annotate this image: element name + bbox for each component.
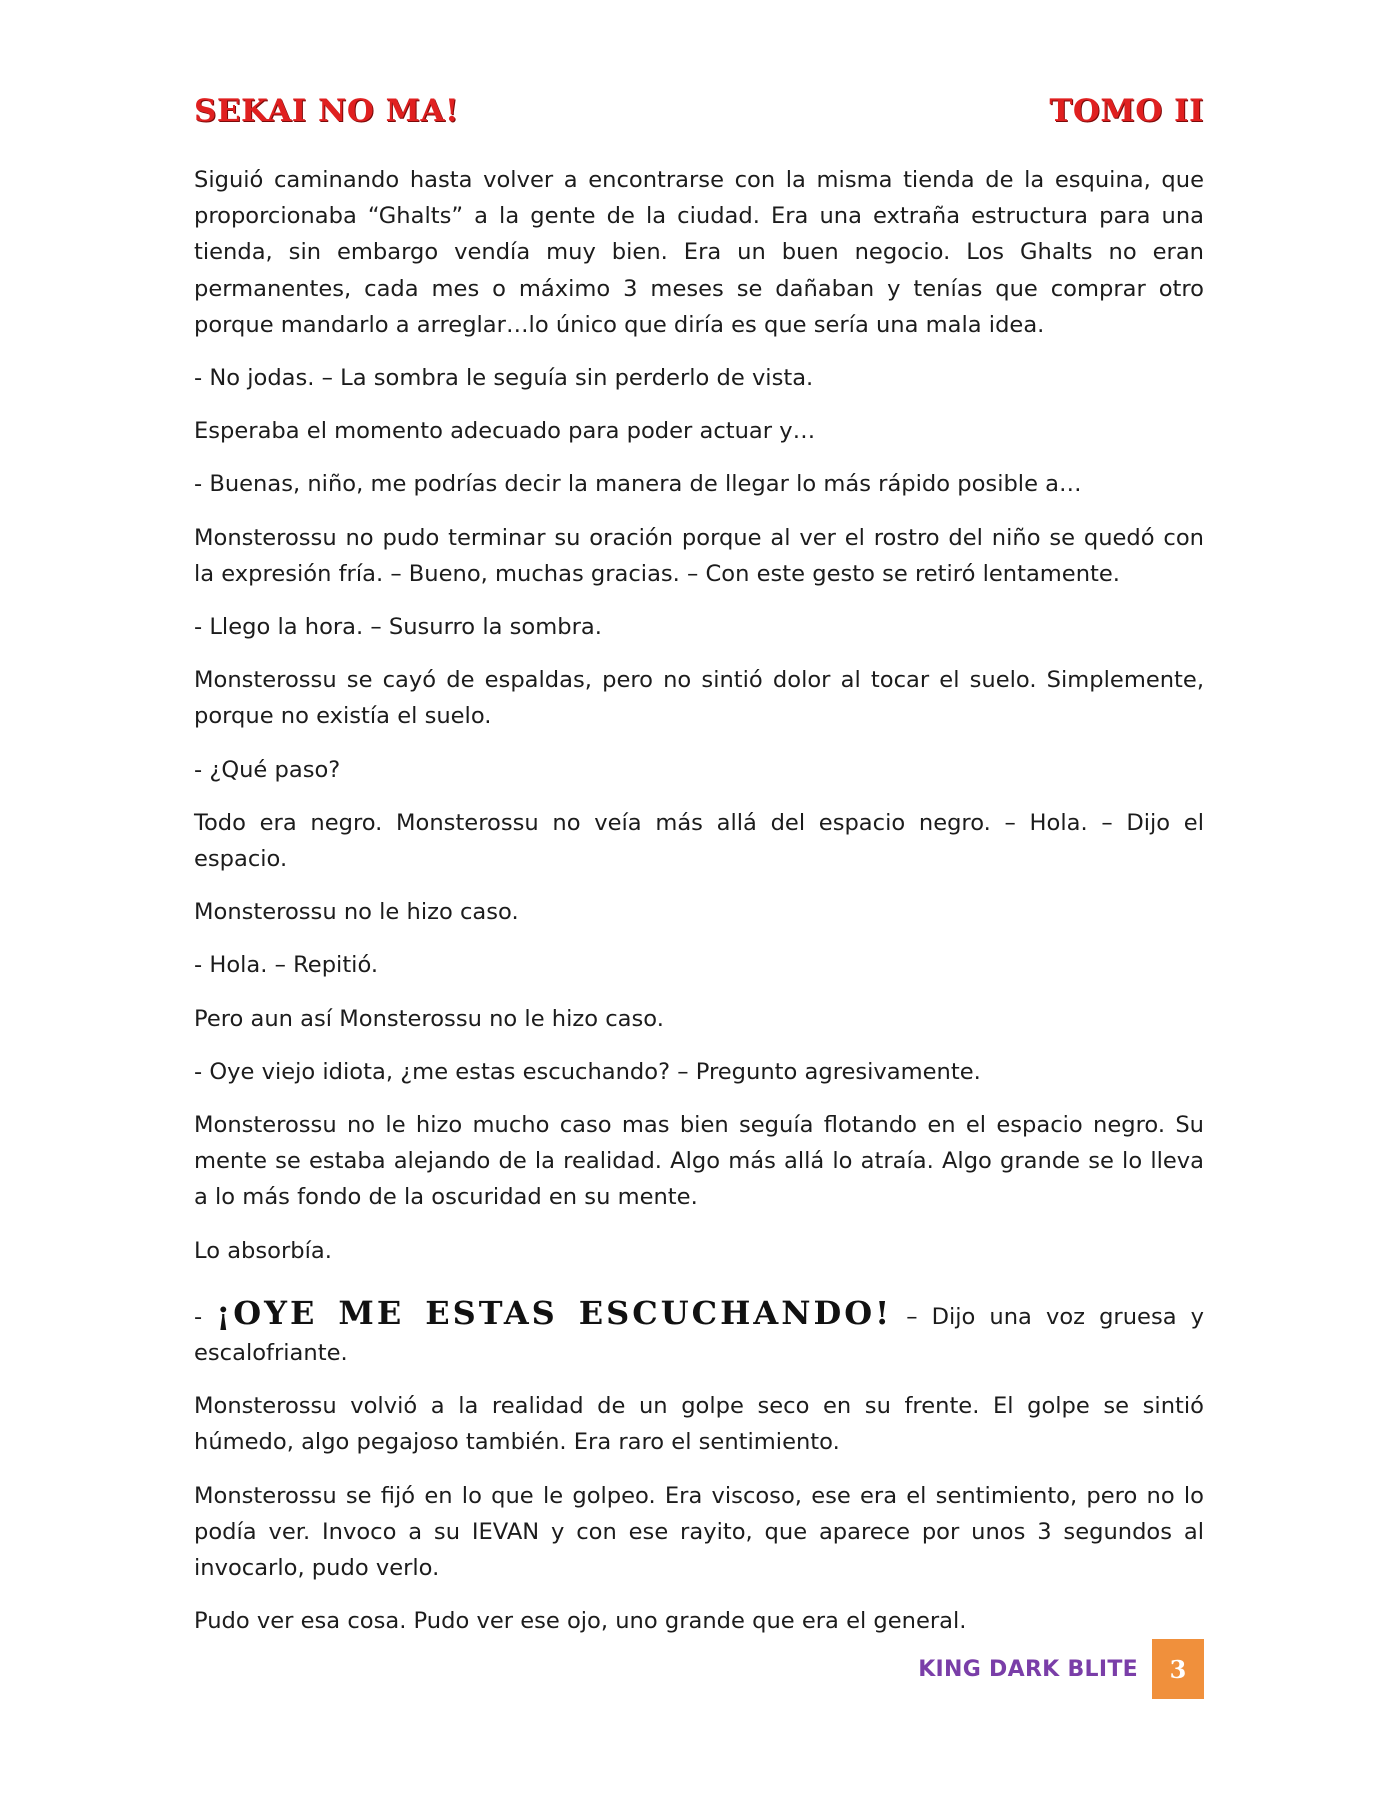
paragraph: - ¿Qué paso? [194, 756, 341, 783]
paragraph: - Hola. – Repitió. [194, 952, 379, 979]
paragraph: Siguió caminando hasta volver a encontrarse con la misma tienda de la esquina, que proporcionaba “Ghalts” a la gente de la ciudad. Era una extraña estructura para una tienda, sin embargo vendía muy bien. Era un buen negocio. Los Ghalts no eran permanentes, cada mes o máximo 3 meses se dañaban y tenías que comprar otro porque mandarlo a arreglar…lo único que diría es que sería una mala idea. [194, 167, 1204, 338]
paragraph: - Buenas, niño, me podrías decir la manera de llegar lo más rápido posible a… [194, 471, 1082, 498]
paragraph: Monsterossu no le hizo mucho caso mas bien seguía flotando en el espacio negro. Su mente se estaba alejando de la realidad. Algo más allá lo atraía. Algo grande se lo lleva a lo más fondo de la oscuridad en su mente. [194, 1112, 1204, 1211]
book-title: SEKAI NO MA! [194, 93, 460, 129]
author-name: KING DARK BLITE [918, 1656, 1138, 1682]
shout-paragraph [194, 1295, 1204, 1371]
paragraph: Esperaba el momento adecuado para poder actuar y… [194, 418, 816, 445]
page-footer [918, 1639, 1204, 1699]
shout-suffix: – Dijo una voz gruesa y escalofriante. [194, 1303, 1204, 1367]
paragraph: Lo absorbía. [194, 1237, 332, 1264]
paragraph: Pero aun así Monsterossu no le hizo caso. [194, 1005, 664, 1032]
paragraph: - No jodas. – La sombra le seguía sin perderlo de vista. [194, 365, 814, 392]
paragraph: Pudo ver esa cosa. Pudo ver ese ojo, uno grande que era el general. [194, 1608, 967, 1635]
paragraph: Monsterossu no pudo terminar su oración porque al ver el rostro del niño se quedó con la expresión fría. – Bueno, muchas gracias. – Con este gesto se retiró lentamente. [194, 524, 1204, 587]
shout-text: ¡OYE ME ESTAS ESCUCHANDO! [216, 1293, 893, 1332]
paragraph: - Oye viejo idiota, ¿me estas escuchando? – Pregunto agresivamente. [194, 1058, 981, 1085]
paragraph: Todo era negro. Monsterossu no veía más allá del espacio negro. – Hola. – Dijo el espacio. [194, 809, 1204, 873]
body-text [194, 162, 1204, 1657]
page-number-badge: 3 [1152, 1639, 1204, 1699]
paragraph: - Llego la hora. – Susurro la sombra. [194, 614, 602, 641]
paragraph: Monsterossu se cayó de espaldas, pero no sintió dolor al tocar el suelo. Simplemente, porque no existía el suelo. [194, 667, 1204, 730]
paragraph: Monsterossu se fijó en lo que le golpeo. Era viscoso, ese era el sentimiento, pero no lo podía ver. Invoco a su IEVAN y con ese rayito, que aparece por unos 3 segundos al invocarlo, pudo verlo. [194, 1482, 1204, 1582]
shout-prefix: - [194, 1303, 217, 1330]
paragraph: Monsterossu no le hizo caso. [194, 899, 519, 926]
page-header [194, 86, 1204, 136]
volume-title: TOMO II [1049, 93, 1204, 129]
paragraph: Monsterossu volvió a la realidad de un golpe seco en su frente. El golpe se sintió húmedo, algo pegajoso también. Era raro el sentimiento. [194, 1393, 1204, 1456]
